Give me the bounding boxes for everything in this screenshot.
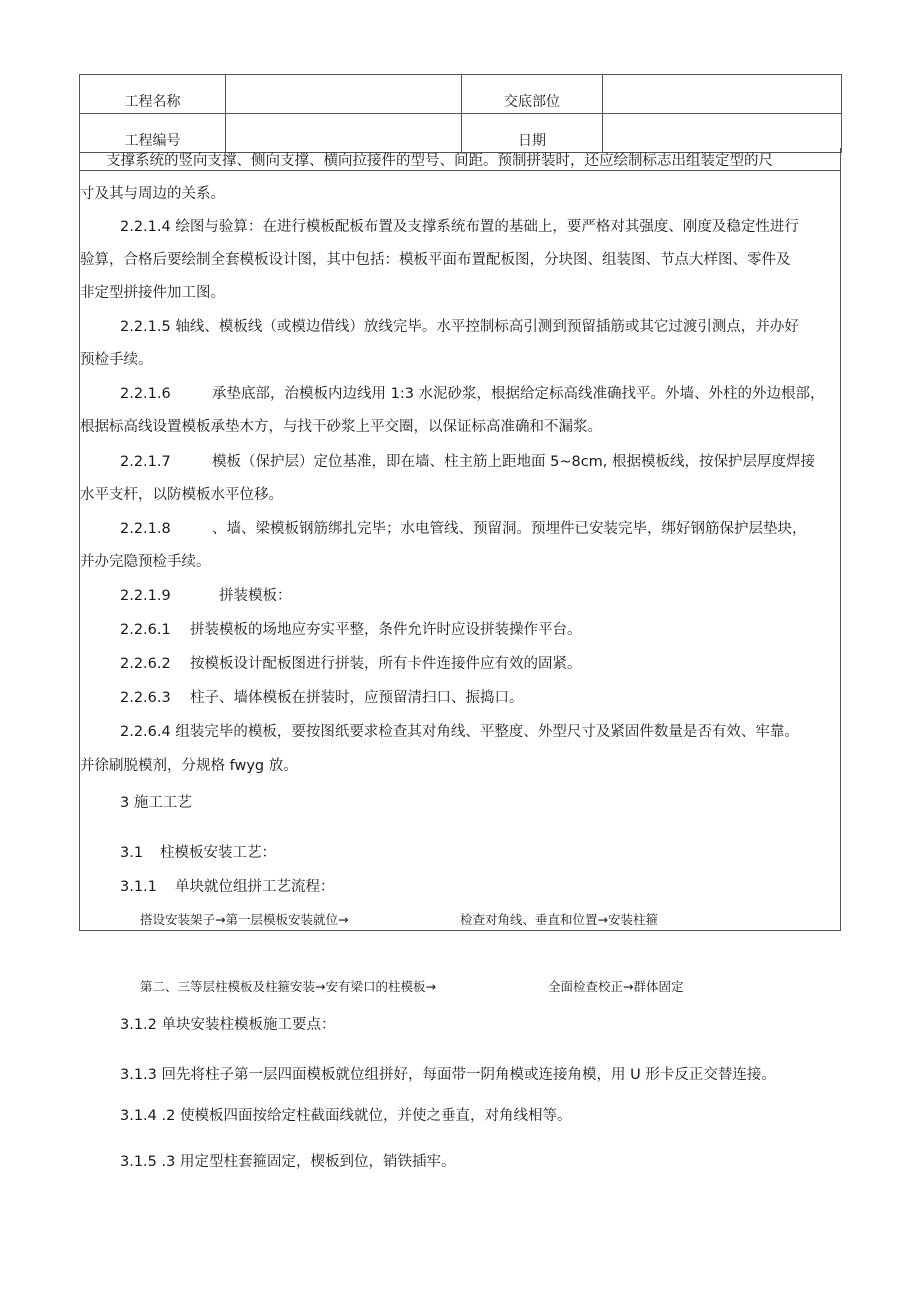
flow-step-2: 检查对角线、垂直和位置→安装柱箍 <box>460 912 658 927</box>
section-3-1-4: 3.1.4 .2 使模板四面按给定柱截面线就位，并使之垂直，对角线相等。 <box>120 1108 572 1124</box>
paragraph-0-line-1: 支撑系统的竖向支撑、侧向支撑、横向拉接件的型号、间距。预制拼装时，还应绘制标志出组装定型的尺 <box>106 153 773 169</box>
section-3-1-2: 3.1.2 单块安装柱模板施工要点： <box>120 1017 336 1033</box>
paragraph-10-line-2: 并徐刷脱模剂，分规格 fwyg 放。 <box>80 758 298 774</box>
section-3-1-3: 3.1.3 回先将柱子第一层四面模板就位组拼好，每面带一阴角模或连接角模，用 U 形卡反正交替连接。 <box>120 1067 776 1083</box>
header-row-2 <box>80 114 842 153</box>
header-row-1 <box>80 75 842 114</box>
paragraph-7-number: 2.2.6.1 <box>120 622 171 638</box>
paragraph-5-number: 2.2.1.8 <box>120 521 171 537</box>
paragraph-1-line-3: 非定型拼接件加工图。 <box>80 285 225 301</box>
paragraph-1-line-2: 验算，合格后要绘制全套模板设计图，其中包括：模板平面布置配板图，分块图、组装图、节点大样图、零件及 <box>80 252 791 268</box>
flow-step-1: 搭设安装架子→第一层模板安装就位→ <box>140 912 349 927</box>
handover-part-value <box>603 75 842 114</box>
date-value <box>603 114 842 153</box>
section-3-1-number: 3.1 <box>120 845 144 861</box>
section-3-1-5: 3.1.5 .3 用定型柱套箍固定，楔板到位，销铁插牢。 <box>120 1154 456 1170</box>
header-table <box>79 74 842 153</box>
project-no-value <box>226 114 462 153</box>
paragraph-8-text: 按模板设计配板图进行拼装，所有卡件连接件应有效的固紧。 <box>190 656 582 672</box>
paragraph-2-line-2: 预检手续。 <box>80 352 153 368</box>
paragraph-7-text: 拼装模板的场地应夯实平整，条件允许时应设拼装操作平台。 <box>190 622 582 638</box>
paragraph-9-text: 柱子、墙体模板在拼装时，应预留清扫口、振捣口。 <box>190 690 524 706</box>
paragraph-3-line-2: 根据标高线设置模板承垫木方，与找干砂浆上平交圈，以保证标高准确和不漏浆。 <box>80 419 602 435</box>
date-label: 日期 <box>462 114 603 153</box>
paragraph-6-text: 拼装模板： <box>219 588 292 604</box>
section-3-1-1-number: 3.1.1 <box>120 879 157 895</box>
continuation-line <box>79 148 841 170</box>
paragraph-3-line-1: 承垫底部，治模板内边线用 1:3 水泥砂浆，根据给定标高线准确找平。外墙、外柱的外边根部， <box>212 386 825 402</box>
project-name-label: 工程名称 <box>80 75 226 114</box>
paragraph-5-line-2: 并办完隐预检手续。 <box>80 554 211 570</box>
paragraph-10-line-1: 2.2.6.4 组装完毕的模板，要按图纸要求检查其对角线、平整度、外型尺寸及紧固件数量是否有效、牢靠。 <box>120 724 799 740</box>
project-no-label: 工程编号 <box>80 114 226 153</box>
paragraph-6-number: 2.2.1.9 <box>120 588 171 604</box>
paragraph-3-number: 2.2.1.6 <box>120 386 171 402</box>
flow-step-4: 全面检查校正→群体固定 <box>548 979 684 994</box>
project-name-value <box>226 75 462 114</box>
paragraph-5-line-1: 、墙、梁模板钢筋绑扎完毕；水电管线、预留洞。预埋件已安装完毕，绑好钢筋保护层垫块， <box>212 521 807 537</box>
paragraph-8-number: 2.2.6.2 <box>120 656 171 672</box>
flow-step-3: 第二、三等层柱模板及柱箍安装→安有梁口的柱模板→ <box>140 979 436 994</box>
handover-part-label: 交底部位 <box>462 75 603 114</box>
section-3-1-1-text: 单块就位组拼工艺流程： <box>175 879 335 895</box>
section-3-1-text: 柱模板安装工艺： <box>160 845 276 861</box>
paragraph-4-line-1: 模板（保护层）定位基准，即在墙、柱主筋上距地面 5~8cm, 根据模板线，按保护层厚度焊接 <box>212 454 816 470</box>
paragraph-4-number: 2.2.1.7 <box>120 454 171 470</box>
paragraph-2-line-1: 2.2.1.5 轴线、模板线（或模边借线）放线完毕。水平控制标高引测到预留插筋或其它过渡引测点，并办好 <box>120 319 799 335</box>
paragraph-4-line-2: 水平支杆，以防模板水平位移。 <box>80 487 283 503</box>
paragraph-0-line-2: 寸及其与周边的关系。 <box>80 186 225 202</box>
paragraph-9-number: 2.2.6.3 <box>120 690 171 706</box>
paragraph-1-line-1: 2.2.1.4 绘图与验算：在进行模板配板布置及支撑系统布置的基础上，要严格对其强度、刚度及稳定性进行 <box>120 219 799 235</box>
section-3-heading: 3 施工工艺 <box>120 795 192 811</box>
